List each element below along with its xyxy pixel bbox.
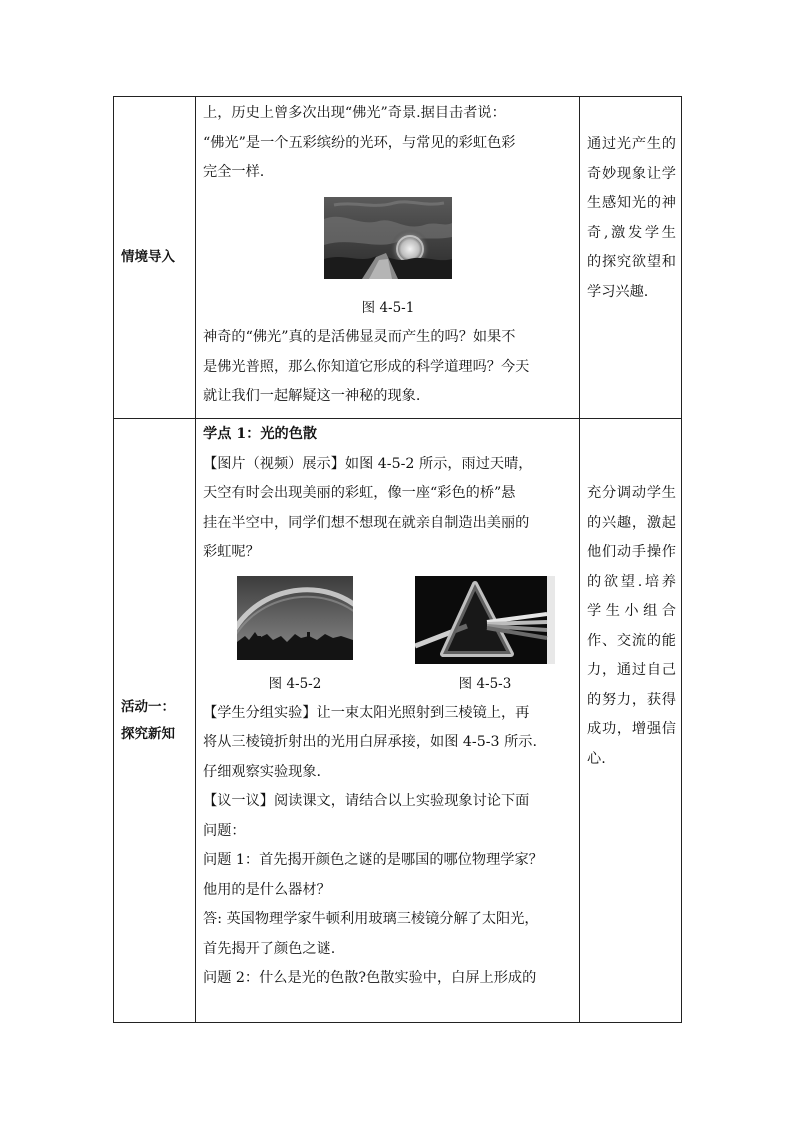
text-line: 首先揭开了颜色之谜. bbox=[203, 940, 336, 957]
text-line: 仔细观察实验现象. bbox=[203, 763, 322, 780]
buddha-light-photo bbox=[324, 197, 452, 279]
text-line: 将从三棱镜折射出的光用白屏承接，如图 4-5-3 所示. bbox=[203, 734, 537, 750]
row-content-scenario bbox=[196, 97, 580, 419]
section-heading: 学点 1：光的色散 bbox=[203, 426, 318, 442]
row-label-scenario bbox=[114, 97, 196, 419]
text-line: 问题： bbox=[203, 822, 246, 839]
prism-dispersion-photo bbox=[415, 576, 555, 664]
text-line: 彩虹呢？ bbox=[203, 544, 260, 560]
figure-caption: 图 4-5-2 bbox=[268, 675, 322, 692]
text-line: “佛光”是一个五彩缤纷的光环，与常见的彩虹色彩 bbox=[203, 134, 516, 151]
text-line: 就让我们一起解疑这一神秘的现象. bbox=[203, 388, 421, 404]
figure-caption: 图 4-5-3 bbox=[458, 675, 512, 692]
text-line: 挂在半空中，同学们想不想现在就亲自制造出美丽的 bbox=[203, 514, 530, 531]
text-line: 【议一议】阅读课文，请结合以上实验现象讨论下面 bbox=[203, 793, 530, 809]
row-note-scenario bbox=[580, 97, 682, 419]
row-content-activity bbox=[196, 419, 580, 1023]
text-line: 神奇的“佛光”真的是活佛显灵而产生的吗？如果不 bbox=[203, 329, 516, 345]
text-line: 是佛光普照，那么你知道它形成的科学道理吗？今天 bbox=[203, 358, 530, 375]
rainbow-photo bbox=[237, 576, 353, 660]
text-line: 问题 1：首先揭开颜色之谜的是哪国的哪位物理学家？ bbox=[203, 852, 543, 868]
row-label-text: 活动一： bbox=[121, 698, 175, 715]
text-line: 【图片（视频）展示】如图 4-5-2 所示，雨过天晴， bbox=[203, 455, 533, 472]
text-line: 上，历史上曾多次出现“佛光”奇景.据目击者说： bbox=[203, 105, 506, 121]
text-line: 他用的是什么器材？ bbox=[203, 881, 331, 898]
row-label-activity bbox=[114, 419, 196, 1023]
design-intent-text: 通过光产生的奇妙现象让学生感知光的神奇,激发学生的探究欲望和学习兴趣. bbox=[587, 136, 676, 300]
text-line: 问题 2：什么是光的色散?色散实验中，白屏上形成的 bbox=[203, 970, 537, 986]
text-line: 完全一样. bbox=[203, 164, 265, 180]
text-line: 答: 英国物理学家牛顿利用玻璃三棱镜分解了太阳光， bbox=[203, 911, 539, 927]
row-note-activity bbox=[580, 419, 682, 1023]
lesson-plan-table bbox=[113, 96, 682, 1023]
text-line: 天空有时会出现美丽的彩虹，像一座“彩色的桥”悬 bbox=[203, 485, 516, 501]
figure-caption: 图 4-5-1 bbox=[361, 300, 415, 316]
row-label-text: 情境导入 bbox=[121, 249, 175, 265]
table-row-activity bbox=[114, 419, 682, 1023]
row-label-text: 探究新知 bbox=[121, 725, 175, 742]
text-line: 【学生分组实验】让一束太阳光照射到三棱镜上，再 bbox=[203, 704, 530, 721]
table-row-scenario bbox=[114, 97, 682, 419]
design-intent-text: 充分调动学生的兴趣，激起他们动手操作的欲望.培养学生小组合作、交流的能力，通过自己的努力，获得成功，增强信心. bbox=[587, 485, 676, 767]
